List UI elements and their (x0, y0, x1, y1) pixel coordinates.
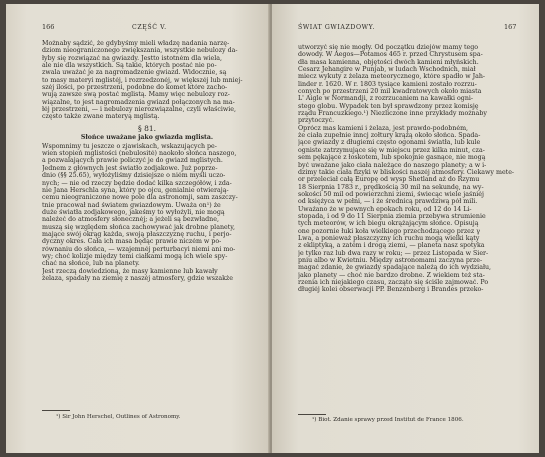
footnote-rule (298, 414, 326, 415)
text-line: L' Aigle w Normandji, z rozrzucaniem na kawałki ogni- (298, 95, 474, 103)
text-line: conych po przestrzeni 20 mil kwadratowych około miasta (298, 88, 482, 96)
text-line: równaniu do słońca, — wzajemnéj perturbacyi niemi ani mo- (42, 245, 236, 253)
text-line: długiéj kolei obserwacji PP. Benzenberg i Brandes przeko- (298, 286, 484, 294)
text-line: wy; choć kolizje między temi ciałkami mogą ich wiele spy- (42, 252, 228, 260)
text-line: że ciała zupełnie inncj zołtury krążą około słońca. Spada- (298, 132, 481, 140)
text-line: muszą się względem słońca zachowywać jak drobne planety, (42, 223, 235, 231)
page-body (298, 44, 520, 294)
section-title: Słońce uważane jako gwiazda mglista. (80, 133, 214, 141)
text-line: wien stopień mglistości (nebulosité) naokoło słońca naszego, (42, 150, 237, 158)
footnote: ¹) Biot. Zdanie sprawy przed Institut de France 1806. (312, 417, 464, 423)
text-line: Oprócz mas kamieni i żelaza, jest prawdo-podobném, (298, 124, 469, 132)
text-line: chać na słońce, lub na planety. (42, 260, 140, 268)
text-line: sokości 50 mil od powierzchni ziemi, świecąc wiele jaśniéj (298, 190, 484, 198)
paragraph (298, 125, 520, 294)
text-line: stego globu. Wypadek ten był sprawdzony przez komisję (298, 102, 479, 110)
text-line: zwala uważać je za nagromadzenie gwiazd. Widocznie, są (42, 69, 227, 77)
text-line: or przeleciał całą Europę od wysp Shetland aż do Rzymu (298, 176, 480, 184)
text-line: mające swój okrąg każda, swoją płaszczyznę ruchu, i perjo- (42, 230, 232, 238)
text-line: przytoczyć. (298, 117, 335, 125)
text-line: Jednem z głównych jest światło zodjakowe. Już poprze- (42, 164, 218, 172)
text-line: stopada, i od 9 do 11 Sierpnia ziemia przebywa strumienie (298, 212, 486, 220)
text-line: od księżyca w pełni, — i że średnicą prawdziwą pół mili. (298, 198, 478, 206)
text-line: dzimy takie ciała fizyki w bliskości naszéj atmosfery. Ciekawy mete- (298, 168, 515, 176)
text-line: wiązalne, to jest nagromadzenia gwiazd połączonych na ma- (42, 98, 235, 106)
text-line: Uważano że w pewnych epokach roku, od 12 do 14 Li- (298, 205, 472, 213)
text-line: magać zdanie, że gwiazdy spadające należą do ich wydziału, (298, 264, 492, 272)
text-line: jako planety — choć nie bardzo drobne. Z wiekiem też sta- (298, 271, 485, 279)
text-line: łyby się rozwiązać na gwiazdy. Jestto istotném dla wiela, (42, 54, 222, 62)
text-line: je tylko raz lub dwa razy w roku; — przez Listopada w Sier- (298, 249, 489, 257)
text-line: 18 Sierpnia 1783 r., prędkością 30 mil na sekundę, na wy- (298, 183, 484, 191)
text-line: z ekliptyką, a zatém i drogą ziemi, — planeta nasz spotyka (298, 242, 485, 250)
text-line: Lwa, a ponieważ płaszczyzny ich ruchu mogą wielki kąty (298, 234, 480, 242)
text-line: dła masa kamienna, objętości dwóch kamieni młyńskich. (298, 58, 479, 66)
text-line: Możnaby sądzić, że gdybyśmy mieli władzę nadania narzę- (42, 40, 230, 47)
text-line: często także zwane materyą mglistą. (42, 113, 160, 121)
page-number: 167 (504, 23, 517, 31)
text-line: dnio (§§ 25.65), wyłożyliśmy dzisiejsze o niém myśli uczo- (42, 172, 226, 180)
text-line: sem pękające z łoskotem, lub spokojnie gasnące, nie mogą (298, 154, 486, 162)
text-line: pniu albo w Kwietniu. Między astronomami zaczyna prze- (298, 256, 483, 264)
text-line: széj ilości, po przestrzeni, podobne do komet które zacho- (42, 84, 228, 92)
text-line: nych; — nie od rzeczy będzie dodać kilka szczegółów, i zda- (42, 179, 232, 187)
text-line: one pozornie łuki koła wielkiego przechodzącego przez γ (298, 227, 480, 235)
text-line: rządu Francuzkiego.¹) Niezliczone inne przykłady możnaby (298, 110, 487, 118)
text-line: nie Jana Herschla syna, który po ojcu, genialnie otwierają- (42, 186, 229, 194)
text-line: jące gwiazdy z długiemi często ogonami światła, lub kule (298, 139, 481, 147)
section-number: § 81. (137, 123, 157, 133)
text-line: a pozwalających prawie policzyć je do gwiazd mglistych. (42, 157, 223, 165)
text-line: wują zawsze swą postać mglistą. Mamy więc nebulozy roz- (42, 91, 230, 99)
text-line: dziom nieograniczonego zwiększania, wszystkie nebulozy da- (42, 47, 238, 55)
text-line: dowody. W Aegos—Potamos 465 r. przed Chrystusem spa- (298, 51, 483, 59)
text-line: ogniste zatrzymujące się w miejscu przez kilka minut, cza- (298, 146, 485, 154)
left-page (6, 4, 270, 453)
text-line: tnie pracował nad światem gwiazdowym. Uważa on¹) że (42, 201, 221, 209)
text-line: Wspomnimy tu jeszcze o zjawiskach, wskazujących pe- (42, 142, 217, 150)
footnote-rule (42, 410, 70, 411)
text-line: tych meteorów, w ich biegu okrążającym słońce. Opisują (298, 220, 479, 228)
text-line: być uważane jako ciała należące do naszego planety; a w i- (298, 161, 487, 169)
text-line: należeć do atmosfery słonecznéj; a jeżeli są bezwładne, (42, 216, 219, 224)
book-spread (6, 4, 539, 453)
text-line: łéj przestrzeni, — i nebulozy nierozwiązalne, czyli właściwie, (42, 106, 237, 114)
footnote: ¹) Sir John Herschel, Outlines of Astronomy. (56, 414, 181, 420)
text-line: to masy materyi mglistéj, i rozrzedzonéj, w większéj lub mniej- (42, 76, 243, 84)
text-line: Jest rzeczą dowiedzioną, że masy kamienne lub kawały (42, 267, 218, 275)
text-line: żelaza, spadały na ziemię z naszéj atmosfery, gdzie wszakże (42, 274, 233, 282)
paragraph (42, 40, 252, 121)
right-page (272, 4, 539, 453)
text-line: duże światła zodjakowego, jakeśmy to wyłożyli, nie mogą (42, 208, 225, 216)
running-head: ŚWIAT GWIAZDOWY. (298, 24, 376, 31)
page-body (42, 40, 252, 282)
text-line: ale nie dla wszystkich. Są takie, których postać nie po- (42, 62, 217, 70)
text-line: linder r. 1620. W r. 1803 tysiące kamieni zostało rozrzu- (298, 80, 477, 88)
text-line: miecz wykuty z żelaza meteorycznego, które spadło w Jah- (298, 73, 486, 81)
text-line: utworzyć się nie mogły. Od początku dziejów mamy tego (298, 44, 479, 51)
text-line: Cesarz Jehangire w Punjab, w ludach Wschodnich, miał (298, 66, 476, 74)
paragraph (42, 143, 252, 283)
text-line: dyczny okres. Cała ich masa będąc prawie niczém w po- (42, 238, 222, 246)
page-number: 166 (42, 23, 55, 31)
paragraph (298, 44, 520, 125)
text-line: rzenia ich niejakiego czasu, zacząto się ściśle zajmować. Po (298, 279, 489, 286)
text-line: cemu nieograniczone nowe pole dla astronomji, sam zaszczy- (42, 194, 238, 202)
running-head: CZĘŚĆ V. (132, 24, 167, 31)
